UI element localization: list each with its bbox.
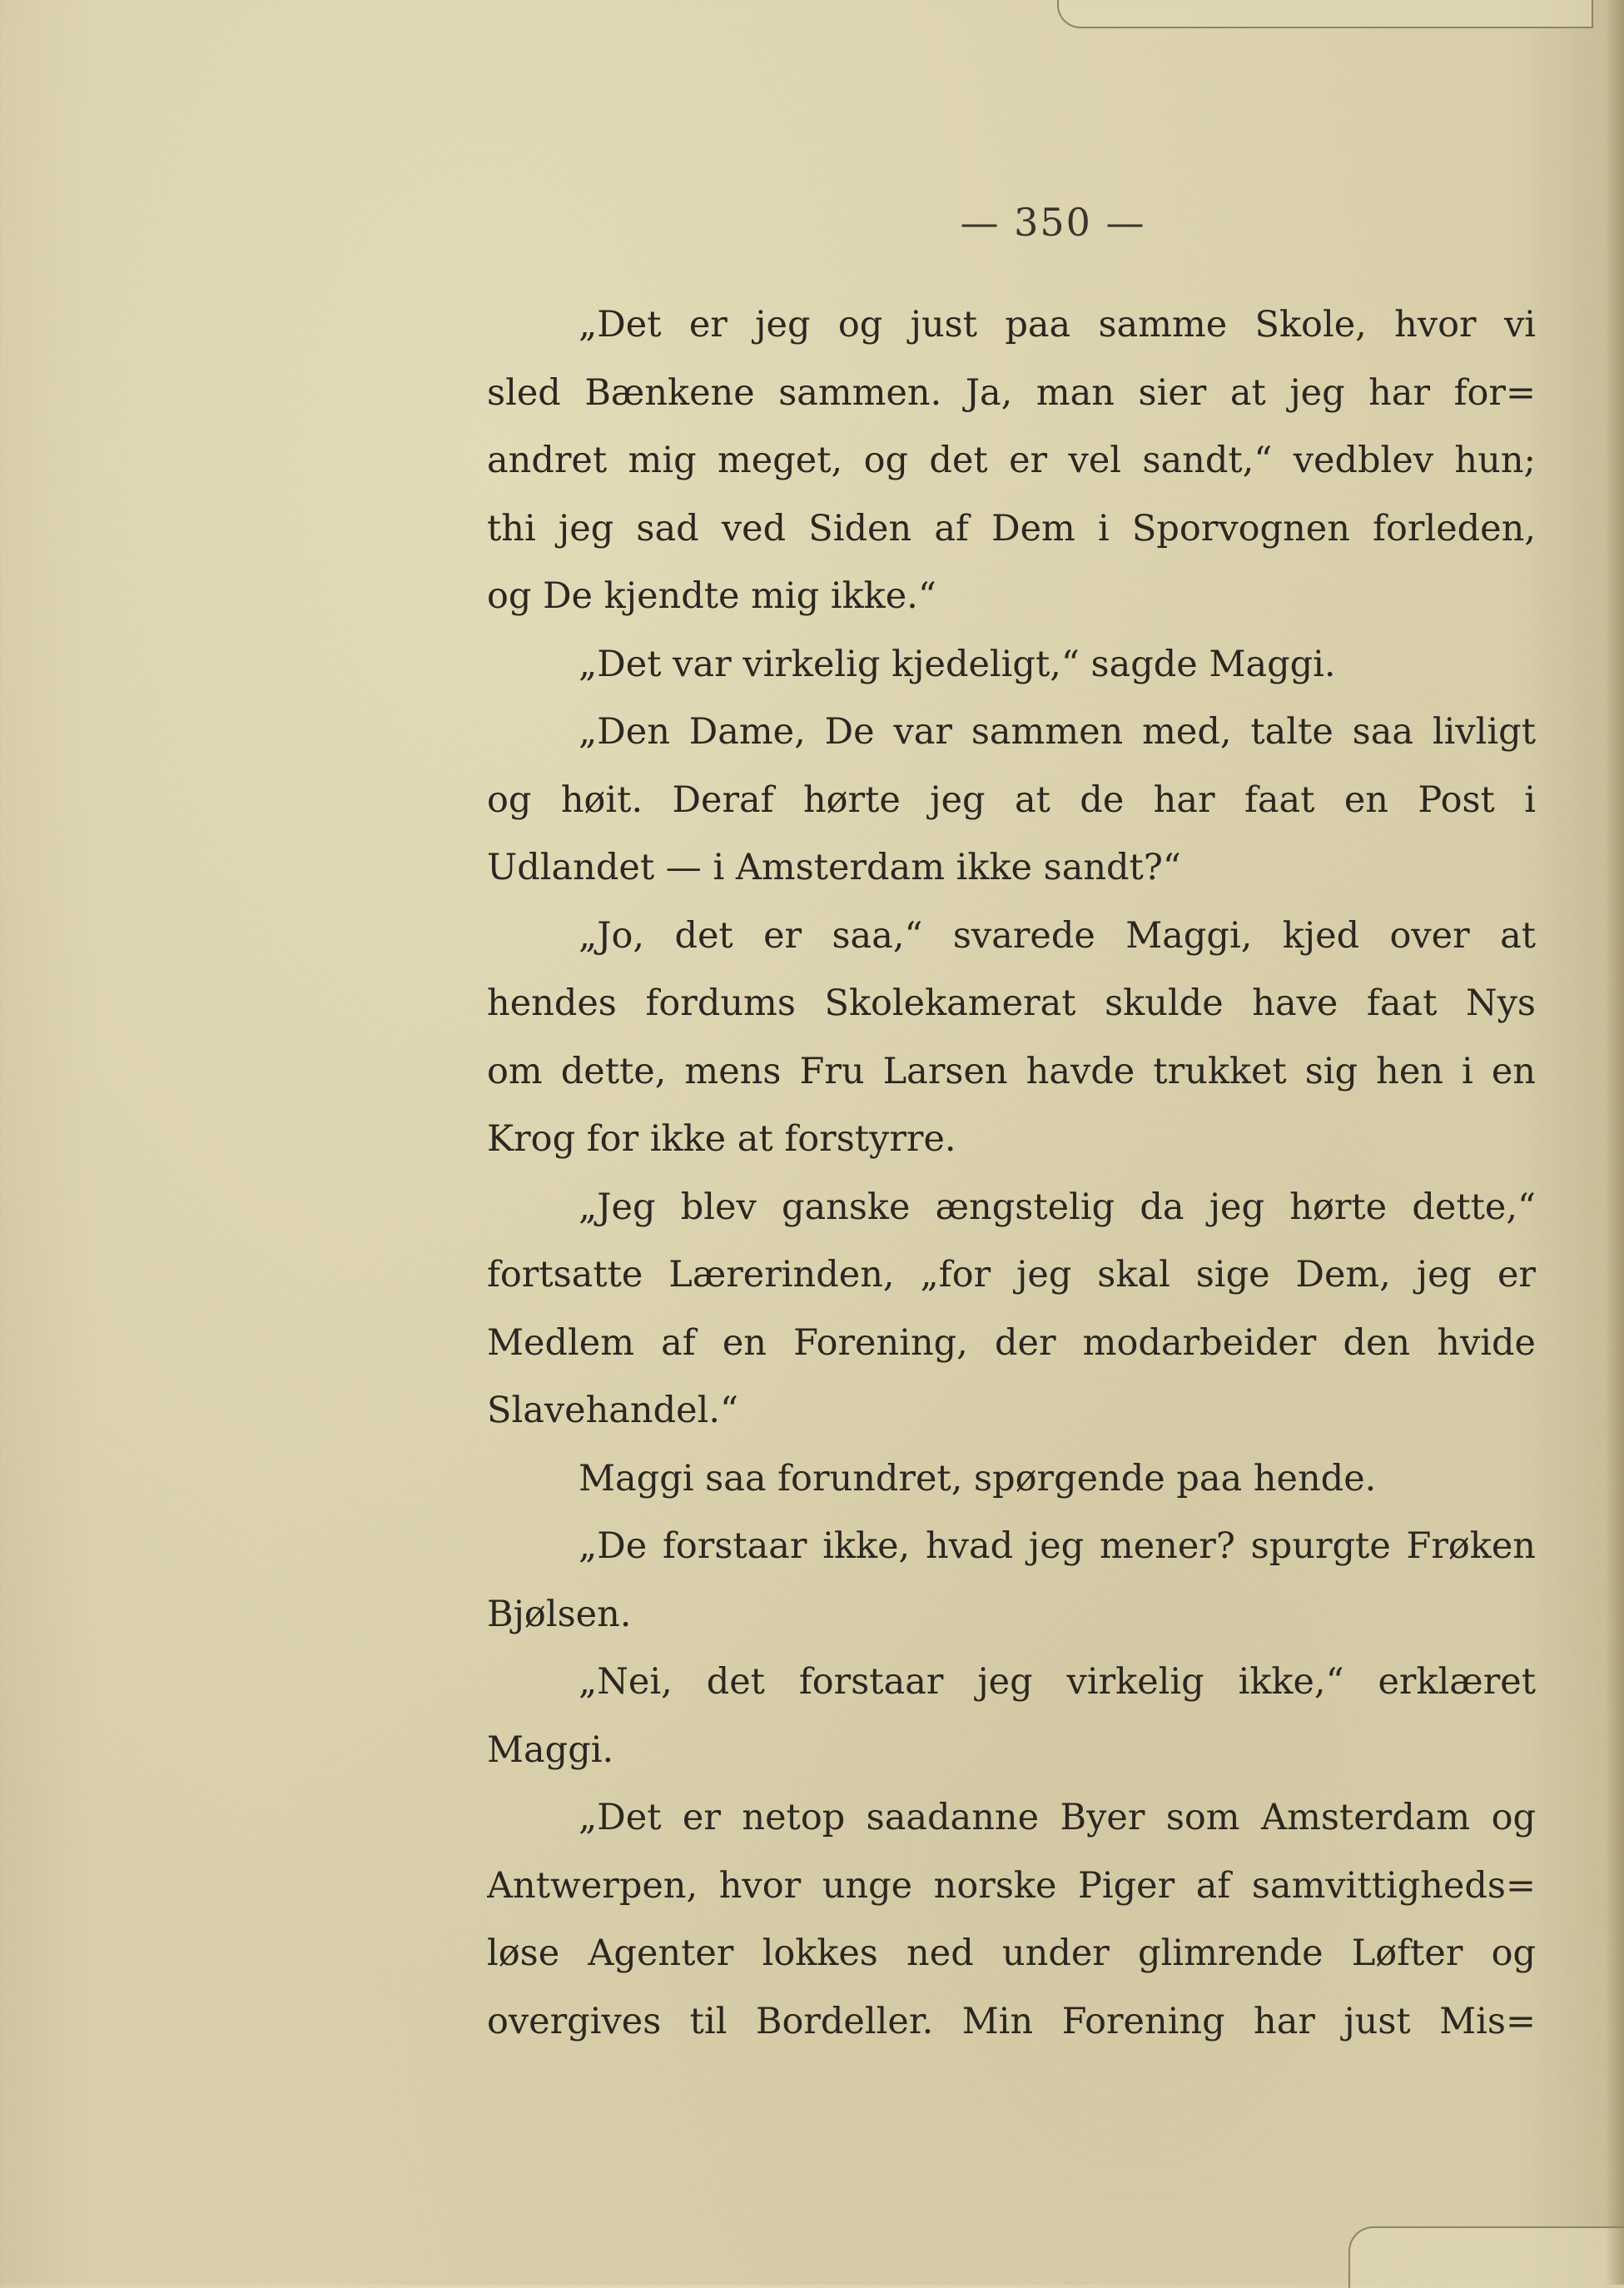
- text-line-4: thi jeg sad ved Siden af Dem i Sporvognen forleden,: [487, 507, 1536, 550]
- text-line-14: „Jeg blev ganske ængstelig da jeg hørte dette,“: [579, 1186, 1536, 1228]
- text-line-26: overgives til Bordeller. Min Forening har just Mis=: [487, 2000, 1536, 2042]
- text-line-7: „Den Dame, De var sammen med, talte saa livligt: [579, 711, 1536, 753]
- text-line-19: „De forstaar ikke, hvad jeg mener? spurgte Frøken: [579, 1525, 1536, 1567]
- text-line-24: Antwerpen, hvor unge norske Piger af samvittigheds=: [487, 1864, 1536, 1907]
- text-line-17: Slavehandel.“: [487, 1390, 738, 1431]
- text-line-18: Maggi saa forundret, spørgende paa hende.: [579, 1457, 1377, 1500]
- body-text: [487, 291, 1536, 2056]
- text-line-21: „Nei, det forstaar jeg virkelig ikke,“ erklæret: [579, 1661, 1536, 1703]
- text-line-6: „Det var virkelig kjedeligt,“ sagde Maggi.: [579, 643, 1336, 685]
- page-tab-top: [1057, 0, 1593, 28]
- text-line-23: „Det er netop saadanne Byer som Amsterdam og: [579, 1797, 1536, 1838]
- text-line-9: Udlandet — i Amsterdam ikke sandt?“: [487, 847, 1181, 888]
- page-edge: [1606, 0, 1624, 2285]
- text-line-2: sled Bænkene sammen. Ja, man sier at jeg har for=: [487, 371, 1536, 414]
- page-number: — 350 —: [960, 200, 1146, 245]
- text-line-16: Medlem af en Forening, der modarbeider den hvide: [487, 1321, 1536, 1364]
- text-line-15: fortsatte Lærerinden, „for jeg skal sige Dem, jeg er: [487, 1254, 1536, 1296]
- text-line-22: Maggi.: [487, 1728, 614, 1771]
- text-line-10: „Jo, det er saa,“ svarede Maggi, kjed over at: [579, 914, 1536, 957]
- text-line-12: om dette, mens Fru Larsen havde trukket sig hen i en: [487, 1050, 1536, 1092]
- text-line-25: løse Agenter lokkes ned under glimrende Løfter og: [487, 1932, 1536, 1974]
- page-tab-bottom: [1348, 2226, 1624, 2288]
- text-line-5: og De kjendte mig ikke.“: [487, 575, 936, 617]
- text-line-20: Bjølsen.: [487, 1593, 632, 1635]
- text-line-1: „Det er jeg og just paa samme Skole, hvor vi: [579, 304, 1536, 346]
- text-line-3: andret mig meget, og det er vel sandt,“ vedblev hun;: [487, 440, 1536, 481]
- text-line-8: og høit. Deraf hørte jeg at de har faat en Post i: [487, 778, 1536, 821]
- text-line-11: hendes fordums Skolekamerat skulde have faat Nys: [487, 982, 1536, 1024]
- text-line-13: Krog for ikke at forstyrre.: [487, 1118, 956, 1160]
